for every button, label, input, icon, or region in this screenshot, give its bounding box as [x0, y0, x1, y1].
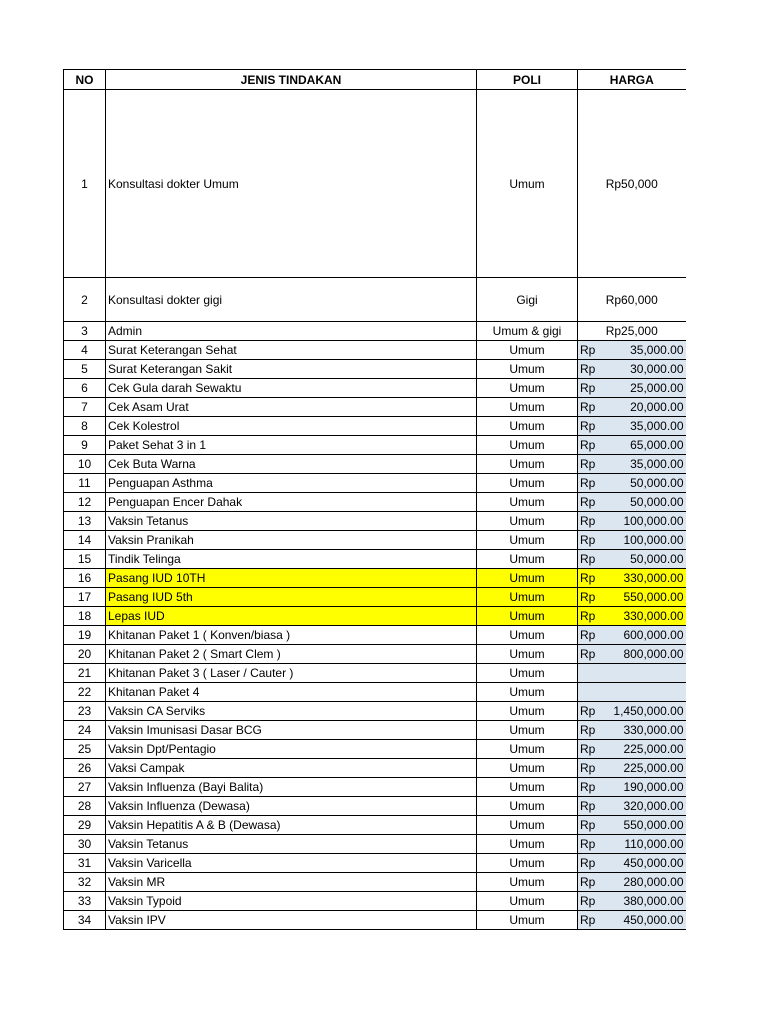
harga-cell: [578, 360, 686, 379]
amount-value: 450,000.00: [623, 856, 684, 870]
row-number: 10: [64, 455, 106, 474]
amount-value: 800,000.00: [623, 647, 684, 661]
amount-value: 50,000.00: [630, 552, 684, 566]
poli-cell: Umum: [477, 873, 578, 892]
table-row: [64, 702, 686, 721]
table-row: [64, 531, 686, 550]
jenis-tindakan-cell: Pasang IUD 5th: [106, 588, 477, 607]
jenis-tindakan-cell: Vaksi Campak: [106, 759, 477, 778]
row-number: 22: [64, 683, 106, 702]
harga-value: [580, 627, 684, 643]
amount-value: 190,000.00: [623, 780, 684, 794]
table-row: [64, 360, 686, 379]
harga-value: [580, 418, 684, 434]
amount-value: 35,000.00: [630, 457, 684, 471]
table-row: [64, 436, 686, 455]
currency-label: Rp: [580, 457, 596, 471]
jenis-tindakan-cell: Tindik Telinga: [106, 550, 477, 569]
table-row: [64, 474, 686, 493]
jenis-tindakan-cell: Penguapan Asthma: [106, 474, 477, 493]
currency-label: Rp: [580, 742, 596, 756]
jenis-tindakan-cell: Khitanan Paket 4: [106, 683, 477, 702]
row-number: 21: [64, 664, 106, 683]
jenis-tindakan-cell: Vaksin Typoid: [106, 892, 477, 911]
table-row: [64, 607, 686, 626]
harga-value: [580, 760, 684, 776]
row-number: 8: [64, 417, 106, 436]
table-row: [64, 835, 686, 854]
harga-value: [580, 817, 684, 833]
jenis-tindakan-cell: Lepas IUD: [106, 607, 477, 626]
jenis-tindakan-cell: Penguapan Encer Dahak: [106, 493, 477, 512]
row-number: 13: [64, 512, 106, 531]
jenis-tindakan-cell: Vaksin IPV: [106, 911, 477, 930]
currency-label: Rp: [580, 400, 596, 414]
currency-label: Rp: [580, 343, 596, 357]
row-number: 11: [64, 474, 106, 493]
currency-label: Rp: [580, 837, 596, 851]
amount-value: 330,000.00: [623, 609, 684, 623]
harga-value: [580, 722, 684, 738]
row-number: 1: [64, 90, 106, 278]
currency-label: Rp: [580, 552, 596, 566]
poli-cell: Umum: [477, 493, 578, 512]
currency-label: Rp: [580, 362, 596, 376]
table-row: [64, 341, 686, 360]
harga-cell: [578, 436, 686, 455]
amount-value: 20,000.00: [630, 400, 684, 414]
row-number: 9: [64, 436, 106, 455]
amount-value: 35,000.00: [630, 343, 684, 357]
currency-label: Rp: [580, 628, 596, 642]
jenis-tindakan-cell: Cek Buta Warna: [106, 455, 477, 474]
harga-value: [580, 703, 684, 719]
table-row: [64, 873, 686, 892]
harga-cell: [578, 911, 686, 930]
harga-value: [580, 893, 684, 909]
currency-label: Rp: [580, 609, 596, 623]
jenis-tindakan-cell: Vaksin Dpt/Pentagio: [106, 740, 477, 759]
row-number: 31: [64, 854, 106, 873]
harga-cell: Rp60,000: [578, 278, 686, 322]
poli-cell: Umum: [477, 398, 578, 417]
harga-cell: [578, 816, 686, 835]
poli-cell: Umum: [477, 341, 578, 360]
table-row: [64, 721, 686, 740]
harga-value: [580, 855, 684, 871]
row-number: 25: [64, 740, 106, 759]
poli-cell: Umum: [477, 360, 578, 379]
table-row: [64, 455, 686, 474]
currency-label: Rp: [580, 438, 596, 452]
harga-value: [580, 513, 684, 529]
harga-value: [580, 741, 684, 757]
poli-cell: Umum: [477, 436, 578, 455]
row-number: 7: [64, 398, 106, 417]
jenis-tindakan-cell: Surat Keterangan Sehat: [106, 341, 477, 360]
table-row: [64, 816, 686, 835]
price-table: [63, 69, 686, 930]
currency-label: Rp: [580, 761, 596, 775]
amount-value: 50,000.00: [630, 495, 684, 509]
amount-value: 30,000.00: [630, 362, 684, 376]
table-row: [64, 90, 686, 278]
poli-cell: Umum: [477, 512, 578, 531]
harga-cell: Rp25,000: [578, 322, 686, 341]
poli-cell: Umum: [477, 607, 578, 626]
harga-value: [580, 551, 684, 567]
jenis-tindakan-cell: Admin: [106, 322, 477, 341]
poli-cell: Umum: [477, 531, 578, 550]
harga-cell: [578, 873, 686, 892]
harga-value: [580, 532, 684, 548]
currency-label: Rp: [580, 894, 596, 908]
amount-value: 280,000.00: [623, 875, 684, 889]
table-row: [64, 278, 686, 322]
jenis-tindakan-cell: Khitanan Paket 3 ( Laser / Cauter ): [106, 664, 477, 683]
table-row: [64, 588, 686, 607]
harga-value: [580, 589, 684, 605]
table-row: [64, 512, 686, 531]
amount-value: 550,000.00: [623, 818, 684, 832]
amount-value: 50,000.00: [630, 476, 684, 490]
currency-label: Rp: [580, 818, 596, 832]
harga-value: [580, 570, 684, 586]
harga-cell: [578, 341, 686, 360]
table-row: [64, 322, 686, 341]
harga-cell: [578, 607, 686, 626]
currency-label: Rp: [580, 533, 596, 547]
poli-cell: Umum: [477, 569, 578, 588]
table-row: [64, 759, 686, 778]
harga-cell: [578, 740, 686, 759]
poli-cell: Umum: [477, 854, 578, 873]
table-body: [64, 90, 686, 930]
poli-cell: Umum: [477, 721, 578, 740]
poli-cell: Umum: [477, 588, 578, 607]
poli-cell: Umum: [477, 379, 578, 398]
jenis-tindakan-cell: Vaksin Influenza (Dewasa): [106, 797, 477, 816]
amount-value: 100,000.00: [623, 514, 684, 528]
amount-value: 225,000.00: [623, 742, 684, 756]
harga-cell: [578, 379, 686, 398]
amount-value: 65,000.00: [630, 438, 684, 452]
currency-label: Rp: [580, 476, 596, 490]
row-number: 16: [64, 569, 106, 588]
table-row: [64, 493, 686, 512]
table-row: [64, 379, 686, 398]
poli-cell: Umum: [477, 892, 578, 911]
harga-value: [580, 399, 684, 415]
jenis-tindakan-cell: Cek Asam Urat: [106, 398, 477, 417]
poli-cell: Umum: [477, 645, 578, 664]
amount-value: 550,000.00: [623, 590, 684, 604]
row-number: 2: [64, 278, 106, 322]
jenis-tindakan-cell: Konsultasi dokter gigi: [106, 278, 477, 322]
harga-cell: [578, 854, 686, 873]
poli-cell: Umum: [477, 816, 578, 835]
harga-value: [580, 779, 684, 795]
table-row: [64, 778, 686, 797]
row-number: 27: [64, 778, 106, 797]
row-number: 23: [64, 702, 106, 721]
jenis-tindakan-cell: Vaksin Tetanus: [106, 835, 477, 854]
harga-cell: [578, 721, 686, 740]
row-number: 14: [64, 531, 106, 550]
amount-value: 110,000.00: [624, 837, 684, 851]
row-number: 17: [64, 588, 106, 607]
row-number: 5: [64, 360, 106, 379]
harga-cell: [578, 645, 686, 664]
harga-cell: [578, 398, 686, 417]
poli-cell: Umum: [477, 90, 578, 278]
jenis-tindakan-cell: Vaksin Imunisasi Dasar BCG: [106, 721, 477, 740]
jenis-tindakan-cell: Cek Kolestrol: [106, 417, 477, 436]
jenis-tindakan-cell: Vaksin Tetanus: [106, 512, 477, 531]
jenis-tindakan-cell: Khitanan Paket 1 ( Konven/biasa ): [106, 626, 477, 645]
harga-value: [580, 437, 684, 453]
jenis-tindakan-cell: Vaksin Pranikah: [106, 531, 477, 550]
jenis-tindakan-cell: Cek Gula darah Sewaktu: [106, 379, 477, 398]
harga-cell: [578, 835, 686, 854]
poli-cell: Gigi: [477, 278, 578, 322]
amount-value: 380,000.00: [623, 894, 684, 908]
harga-value: [580, 456, 684, 472]
currency-label: Rp: [580, 875, 596, 889]
amount-value: 1,450,000.00: [613, 704, 684, 718]
poli-cell: Umum: [477, 664, 578, 683]
table-row: [64, 664, 686, 683]
row-number: 15: [64, 550, 106, 569]
harga-cell: [578, 569, 686, 588]
poli-cell: Umum: [477, 474, 578, 493]
row-number: 12: [64, 493, 106, 512]
jenis-tindakan-cell: Paket Sehat 3 in 1: [106, 436, 477, 455]
currency-label: Rp: [580, 799, 596, 813]
harga-value: [580, 874, 684, 890]
table-row: [64, 797, 686, 816]
jenis-tindakan-cell: Vaksin CA Serviks: [106, 702, 477, 721]
harga-cell: [578, 664, 686, 683]
table-row: [64, 683, 686, 702]
amount-value: 450,000.00: [623, 913, 684, 927]
harga-value: [580, 836, 684, 852]
poli-cell: Umum: [477, 626, 578, 645]
harga-cell: [578, 797, 686, 816]
jenis-tindakan-cell: Vaksin Hepatitis A & B (Dewasa): [106, 816, 477, 835]
harga-value: [580, 798, 684, 814]
harga-cell: [578, 474, 686, 493]
row-number: 19: [64, 626, 106, 645]
harga-cell: [578, 531, 686, 550]
header-no: NO: [64, 70, 106, 90]
jenis-tindakan-cell: Surat Keterangan Sakit: [106, 360, 477, 379]
jenis-tindakan-cell: Vaksin MR: [106, 873, 477, 892]
header-harga: HARGA: [578, 70, 686, 90]
currency-label: Rp: [580, 704, 596, 718]
jenis-tindakan-cell: Vaksin Varicella: [106, 854, 477, 873]
table-row: [64, 645, 686, 664]
table-row: [64, 398, 686, 417]
currency-label: Rp: [580, 590, 596, 604]
amount-value: 25,000.00: [630, 381, 684, 395]
table-row: [64, 911, 686, 930]
currency-label: Rp: [580, 723, 596, 737]
row-number: 18: [64, 607, 106, 626]
harga-value: [580, 608, 684, 624]
currency-label: Rp: [580, 419, 596, 433]
harga-cell: [578, 588, 686, 607]
poli-cell: Umum: [477, 417, 578, 436]
table-row: [64, 550, 686, 569]
harga-value: [580, 646, 684, 662]
row-number: 6: [64, 379, 106, 398]
harga-cell: [578, 759, 686, 778]
row-number: 24: [64, 721, 106, 740]
harga-value: [580, 494, 684, 510]
row-number: 29: [64, 816, 106, 835]
row-number: 30: [64, 835, 106, 854]
row-number: 32: [64, 873, 106, 892]
amount-value: 330,000.00: [623, 571, 684, 585]
amount-value: 35,000.00: [630, 419, 684, 433]
harga-cell: [578, 417, 686, 436]
poli-cell: Umum: [477, 702, 578, 721]
amount-value: 600,000.00: [623, 628, 684, 642]
jenis-tindakan-cell: Khitanan Paket 2 ( Smart Clem ): [106, 645, 477, 664]
harga-cell: Rp50,000: [578, 90, 686, 278]
currency-label: Rp: [580, 571, 596, 585]
harga-value: [580, 342, 684, 358]
row-number: 28: [64, 797, 106, 816]
harga-value: [580, 380, 684, 396]
jenis-tindakan-cell: Pasang IUD 10TH: [106, 569, 477, 588]
poli-cell: Umum: [477, 455, 578, 474]
amount-value: 225,000.00: [623, 761, 684, 775]
header-row: [64, 70, 686, 90]
poli-cell: Umum: [477, 911, 578, 930]
currency-label: Rp: [580, 913, 596, 927]
harga-cell: [578, 550, 686, 569]
poli-cell: Umum: [477, 740, 578, 759]
harga-value: [580, 475, 684, 491]
table-row: [64, 569, 686, 588]
currency-label: Rp: [580, 780, 596, 794]
poli-cell: Umum & gigi: [477, 322, 578, 341]
table-row: [64, 740, 686, 759]
amount-value: 320,000.00: [623, 799, 684, 813]
harga-cell: [578, 778, 686, 797]
row-number: 34: [64, 911, 106, 930]
amount-value: 330,000.00: [623, 723, 684, 737]
poli-cell: Umum: [477, 835, 578, 854]
table-row: [64, 626, 686, 645]
poli-cell: Umum: [477, 797, 578, 816]
header-poli: POLI: [477, 70, 578, 90]
harga-cell: [578, 512, 686, 531]
jenis-tindakan-cell: Konsultasi dokter Umum: [106, 90, 477, 278]
poli-cell: Umum: [477, 550, 578, 569]
harga-cell: [578, 626, 686, 645]
harga-value: [580, 361, 684, 377]
poli-cell: Umum: [477, 683, 578, 702]
poli-cell: Umum: [477, 778, 578, 797]
harga-value: [580, 912, 684, 928]
currency-label: Rp: [580, 856, 596, 870]
harga-cell: [578, 683, 686, 702]
table-row: [64, 417, 686, 436]
header-jenis-tindakan: JENIS TINDAKAN: [106, 70, 477, 90]
amount-value: 100,000.00: [623, 533, 684, 547]
row-number: 4: [64, 341, 106, 360]
row-number: 26: [64, 759, 106, 778]
currency-label: Rp: [580, 495, 596, 509]
row-number: 33: [64, 892, 106, 911]
harga-cell: [578, 493, 686, 512]
row-number: 3: [64, 322, 106, 341]
row-number: 20: [64, 645, 106, 664]
jenis-tindakan-cell: Vaksin Influenza (Bayi Balita): [106, 778, 477, 797]
harga-cell: [578, 892, 686, 911]
poli-cell: Umum: [477, 759, 578, 778]
currency-label: Rp: [580, 381, 596, 395]
harga-cell: [578, 702, 686, 721]
currency-label: Rp: [580, 514, 596, 528]
table-row: [64, 854, 686, 873]
table-row: [64, 892, 686, 911]
harga-cell: [578, 455, 686, 474]
currency-label: Rp: [580, 647, 596, 661]
